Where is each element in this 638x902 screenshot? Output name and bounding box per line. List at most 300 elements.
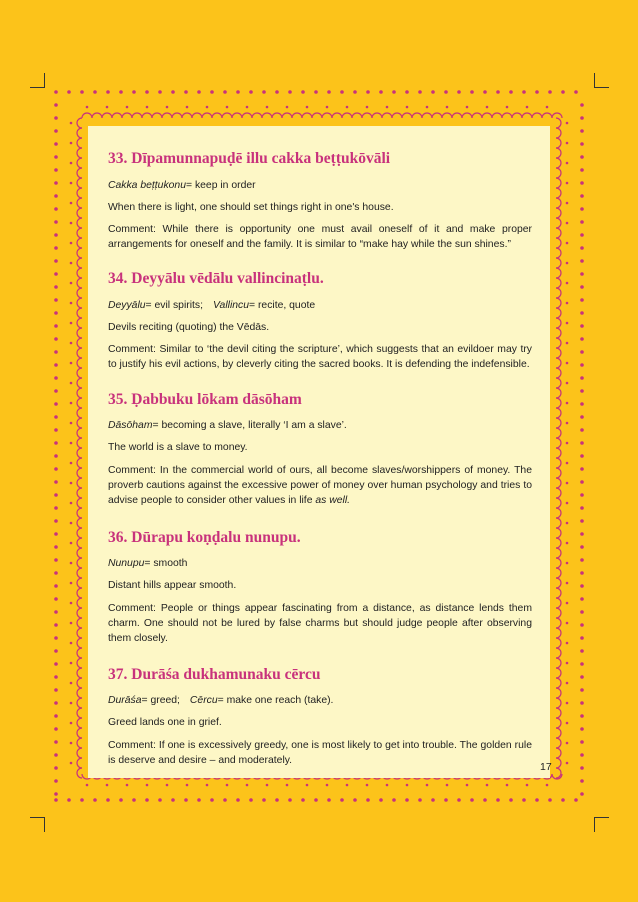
border-dot xyxy=(405,798,409,802)
border-dot xyxy=(54,454,58,458)
border-dot xyxy=(580,285,584,289)
border-dot xyxy=(70,342,73,345)
border-scallop xyxy=(92,113,102,118)
crop-mark-bottom-left xyxy=(30,817,45,832)
border-scallop xyxy=(422,113,432,118)
proverb-title: 34. Deyyālu vēdālu vallincinaṭlu. xyxy=(108,269,324,287)
proverb-gloss xyxy=(108,693,532,708)
border-scallop xyxy=(556,308,561,318)
proverb-entry-37 xyxy=(108,666,532,768)
border-dot xyxy=(236,798,240,802)
border-scallop xyxy=(102,113,112,118)
border-scallop xyxy=(556,158,561,168)
border-dot xyxy=(70,142,73,145)
border-dot xyxy=(509,90,513,94)
border-dot xyxy=(54,415,58,419)
border-scallop xyxy=(556,368,561,378)
border-scallop xyxy=(522,113,532,118)
proverb-title: 33. Dīpamunnapuḍē illu cakka beṭṭukōvāli xyxy=(108,150,391,167)
border-dot xyxy=(249,90,253,94)
border-dot xyxy=(580,701,584,705)
border-dot xyxy=(566,462,569,465)
border-dot xyxy=(470,90,474,94)
border-dot xyxy=(509,798,513,802)
border-dot xyxy=(580,753,584,757)
border-scallop xyxy=(282,113,292,118)
proverb-entry-36 xyxy=(108,529,532,646)
border-scallop xyxy=(556,438,561,448)
gloss-term: Cakka beṭṭukonu xyxy=(108,179,186,191)
border-dot xyxy=(145,798,149,802)
border-dot xyxy=(566,322,569,325)
border-dot xyxy=(566,522,569,525)
border-dot xyxy=(327,798,331,802)
border-scallop xyxy=(222,113,232,118)
proverb-comment: Comment: If one is excessively greedy, one is most likely to get into trouble. The golden rule is deserve and desire – and moderately. xyxy=(108,739,532,766)
border-dot xyxy=(496,798,500,802)
border-scallop xyxy=(77,418,82,428)
border-scallop xyxy=(556,448,561,458)
border-scallop xyxy=(556,628,561,638)
border-scallop xyxy=(292,113,302,118)
border-dot xyxy=(580,259,584,263)
border-scallop xyxy=(556,218,561,228)
border-scallop xyxy=(556,758,561,768)
gloss-term: Vallincu xyxy=(213,299,250,311)
border-scallop xyxy=(77,358,82,368)
border-scallop xyxy=(552,113,562,118)
border-dot xyxy=(580,363,584,367)
border-dot xyxy=(210,798,214,802)
border-dot xyxy=(166,106,169,109)
border-dot xyxy=(54,506,58,510)
border-dot xyxy=(566,502,569,505)
proverb-comment xyxy=(108,463,532,508)
border-dot xyxy=(574,798,578,802)
border-dot xyxy=(288,798,292,802)
border-dot xyxy=(54,272,58,276)
border-scallop xyxy=(77,128,82,138)
border-dot xyxy=(418,90,422,94)
border-dot xyxy=(132,798,136,802)
border-dot xyxy=(346,106,349,109)
border-scallop xyxy=(472,113,482,118)
border-dot xyxy=(405,90,409,94)
border-scallop xyxy=(556,408,561,418)
border-dot xyxy=(70,582,73,585)
border-scallop xyxy=(77,508,82,518)
border-scallop xyxy=(556,288,561,298)
border-scallop xyxy=(556,768,561,778)
border-scallop xyxy=(382,113,392,118)
border-scallop xyxy=(556,688,561,698)
border-scallop xyxy=(556,668,561,678)
border-dot xyxy=(406,106,409,109)
border-dot xyxy=(54,168,58,172)
border-scallop xyxy=(77,518,82,528)
border-dot xyxy=(566,222,569,225)
comment-text: Comment: In the commercial world of ours, all become slaves/worshippers of money. The proverb cautions against the excessive power of money over human psychology and tries to advise people to consider other values in life xyxy=(108,464,532,506)
border-dot xyxy=(54,766,58,770)
border-dot xyxy=(106,106,109,109)
border-dot xyxy=(580,246,584,250)
border-dot xyxy=(392,90,396,94)
border-scallop xyxy=(556,488,561,498)
border-scallop xyxy=(77,718,82,728)
border-scallop xyxy=(362,113,372,118)
border-dot xyxy=(80,798,84,802)
border-scallop xyxy=(77,488,82,498)
border-dot xyxy=(580,103,584,107)
border-dot xyxy=(566,202,569,205)
border-scallop xyxy=(122,113,132,118)
border-dot xyxy=(580,727,584,731)
border-dot xyxy=(580,766,584,770)
border-dot xyxy=(580,402,584,406)
border-dot xyxy=(236,90,240,94)
border-dot xyxy=(70,402,73,405)
border-dot xyxy=(526,106,529,109)
border-scallop xyxy=(77,248,82,258)
border-scallop xyxy=(556,338,561,348)
border-scallop xyxy=(77,178,82,188)
border-scallop xyxy=(556,128,561,138)
border-scallop xyxy=(77,328,82,338)
border-dot xyxy=(93,798,97,802)
border-scallop xyxy=(77,448,82,458)
border-scallop xyxy=(412,113,422,118)
border-dot xyxy=(262,798,266,802)
border-scallop xyxy=(556,598,561,608)
border-dot xyxy=(70,602,73,605)
border-scallop xyxy=(556,738,561,748)
border-dot xyxy=(54,363,58,367)
border-dot xyxy=(70,642,73,645)
border-scallop xyxy=(77,438,82,448)
border-scallop xyxy=(556,418,561,428)
border-dot xyxy=(286,106,289,109)
border-dot xyxy=(566,542,569,545)
border-dot xyxy=(54,142,58,146)
border-dot xyxy=(70,482,73,485)
border-scallop xyxy=(152,113,162,118)
border-scallop xyxy=(512,113,522,118)
border-dot xyxy=(580,376,584,380)
border-dot xyxy=(446,106,449,109)
gloss-meaning: = keep in order xyxy=(185,179,256,191)
border-dot xyxy=(566,122,569,125)
border-dot xyxy=(580,493,584,497)
border-dot xyxy=(306,106,309,109)
border-dot xyxy=(566,482,569,485)
border-scallop xyxy=(252,113,262,118)
border-scallop xyxy=(77,598,82,608)
border-scallop xyxy=(77,118,82,128)
border-dot xyxy=(379,90,383,94)
border-scallop xyxy=(77,528,82,538)
border-scallop xyxy=(242,113,252,118)
proverb-meaning: Greed lands one in grief. xyxy=(108,717,222,729)
border-dot xyxy=(444,90,448,94)
border-scallop xyxy=(556,498,561,508)
border-dot xyxy=(226,106,229,109)
border-scallop xyxy=(302,113,312,118)
gloss-term: Nunupu xyxy=(108,558,145,570)
border-dot xyxy=(54,675,58,679)
border-dot xyxy=(54,532,58,536)
border-dot xyxy=(54,103,58,107)
border-dot xyxy=(54,740,58,744)
border-dot xyxy=(366,798,370,802)
border-dot xyxy=(580,662,584,666)
border-dot xyxy=(522,90,526,94)
border-scallop xyxy=(82,113,92,118)
border-scallop xyxy=(556,278,561,288)
proverb-gloss xyxy=(108,418,532,433)
border-dot xyxy=(106,798,110,802)
border-scallop xyxy=(556,238,561,248)
border-dot xyxy=(580,155,584,159)
border-dot xyxy=(444,798,448,802)
border-dot xyxy=(54,545,58,549)
border-dot xyxy=(70,222,73,225)
gloss-term: Durāśa xyxy=(108,695,142,707)
border-dot xyxy=(580,688,584,692)
border-dot xyxy=(186,106,189,109)
border-scallop xyxy=(77,478,82,488)
border-scallop xyxy=(77,338,82,348)
border-dot xyxy=(54,792,58,796)
border-scallop xyxy=(372,113,382,118)
border-dot xyxy=(145,90,149,94)
border-scallop xyxy=(77,618,82,628)
border-dot xyxy=(70,562,73,565)
border-scallop xyxy=(77,388,82,398)
border-dot xyxy=(548,90,552,94)
border-dot xyxy=(54,662,58,666)
border-dot xyxy=(70,622,73,625)
border-dot xyxy=(70,282,73,285)
border-dot xyxy=(580,545,584,549)
border-dot xyxy=(580,792,584,796)
border-dot xyxy=(54,714,58,718)
border-dot xyxy=(506,106,509,109)
border-scallop xyxy=(77,558,82,568)
border-scallop xyxy=(162,113,172,118)
border-dot xyxy=(197,90,201,94)
border-dot xyxy=(54,779,58,783)
border-dot xyxy=(580,740,584,744)
border-scallop xyxy=(112,113,122,118)
border-dot xyxy=(366,106,369,109)
border-scallop xyxy=(77,708,82,718)
border-scallop xyxy=(556,378,561,388)
border-dot xyxy=(70,262,73,265)
border-dot xyxy=(54,428,58,432)
border-scallop xyxy=(77,198,82,208)
border-scallop xyxy=(77,568,82,578)
border-dot xyxy=(54,207,58,211)
border-dot xyxy=(54,129,58,133)
proverb-gloss xyxy=(108,178,532,193)
border-dot xyxy=(54,480,58,484)
border-scallop xyxy=(77,698,82,708)
border-scallop xyxy=(77,648,82,658)
border-scallop xyxy=(556,558,561,568)
border-dot xyxy=(54,376,58,380)
border-dot xyxy=(580,779,584,783)
border-dot xyxy=(301,798,305,802)
border-dot xyxy=(93,90,97,94)
border-scallop xyxy=(77,228,82,238)
border-dot xyxy=(574,90,578,94)
border-scallop xyxy=(402,113,412,118)
border-dot xyxy=(106,90,110,94)
border-dot xyxy=(70,202,73,205)
proverb-title: 35. Ḍabbuku lōkam dāsōham xyxy=(108,390,302,408)
border-dot xyxy=(566,382,569,385)
border-scallop xyxy=(77,628,82,638)
border-scallop xyxy=(77,268,82,278)
border-scallop xyxy=(556,718,561,728)
border-scallop xyxy=(77,218,82,228)
border-dot xyxy=(184,798,188,802)
border-dot xyxy=(580,142,584,146)
border-scallop xyxy=(77,288,82,298)
border-dot xyxy=(288,90,292,94)
proverb-meaning: Distant hills appear smooth. xyxy=(108,580,237,592)
crop-mark-bottom-right xyxy=(594,817,609,832)
border-scallop xyxy=(77,538,82,548)
border-scallop xyxy=(532,113,542,118)
border-dot xyxy=(70,682,73,685)
border-scallop xyxy=(556,478,561,488)
border-dot xyxy=(171,90,175,94)
proverb-meaning: When there is light, one should set things right in one's house. xyxy=(108,201,394,213)
border-dot xyxy=(275,90,279,94)
border-dot xyxy=(580,116,584,120)
border-dot xyxy=(132,90,136,94)
border-dot xyxy=(566,442,569,445)
border-dot xyxy=(566,582,569,585)
border-dot xyxy=(580,207,584,211)
border-dot xyxy=(580,428,584,432)
border-dot xyxy=(580,194,584,198)
border-dot xyxy=(158,798,162,802)
border-dot xyxy=(119,798,123,802)
border-scallop xyxy=(502,113,512,118)
border-dot xyxy=(70,702,73,705)
border-dot xyxy=(466,106,469,109)
border-scallop xyxy=(77,678,82,688)
page-number: 17 xyxy=(540,761,552,773)
border-scallop xyxy=(556,208,561,218)
border-scallop xyxy=(556,518,561,528)
proverb-comment: Comment: People or things appear fascinating from a distance, as distance lends them charm. One should not be lured by false charms but should judge people after observing them closely. xyxy=(108,602,532,644)
border-dot xyxy=(353,798,357,802)
border-dot xyxy=(119,90,123,94)
border-dot xyxy=(54,90,58,94)
border-dot xyxy=(340,798,344,802)
border-dot xyxy=(210,90,214,94)
border-scallop xyxy=(77,158,82,168)
border-dot xyxy=(54,798,58,802)
border-scallop xyxy=(556,708,561,718)
border-dot xyxy=(535,798,539,802)
border-scallop xyxy=(77,168,82,178)
border-scallop xyxy=(77,578,82,588)
border-scallop xyxy=(556,348,561,358)
border-dot xyxy=(457,90,461,94)
border-scallop xyxy=(556,148,561,158)
border-dot xyxy=(249,798,253,802)
proverb-comment: Comment: While there is opportunity one must avail oneself of it and make proper arrangements for oneself and the family. It is similar to “make hay while the sun shines.” xyxy=(108,223,532,250)
proverb-gloss xyxy=(108,298,532,313)
border-dot xyxy=(580,467,584,471)
border-dot xyxy=(146,106,149,109)
border-scallop xyxy=(77,348,82,358)
border-dot xyxy=(314,798,318,802)
border-dot xyxy=(566,762,569,765)
gloss-meaning: = recite, quote xyxy=(249,299,316,311)
proverb-meaning: Devils reciting (quoting) the Vēdās. xyxy=(108,321,270,333)
border-dot xyxy=(566,682,569,685)
border-scallop xyxy=(556,248,561,258)
border-dot xyxy=(392,798,396,802)
border-scallop xyxy=(392,113,402,118)
border-dot xyxy=(366,90,370,94)
border-dot xyxy=(580,597,584,601)
border-dot xyxy=(70,542,73,545)
border-scallop xyxy=(556,188,561,198)
border-dot xyxy=(580,415,584,419)
border-scallop xyxy=(77,688,82,698)
border-dot xyxy=(566,402,569,405)
border-scallop xyxy=(232,113,242,118)
border-dot xyxy=(184,90,188,94)
border-dot xyxy=(54,753,58,757)
border-scallop xyxy=(77,768,82,778)
border-dot xyxy=(54,519,58,523)
gloss-term: Deyyālu xyxy=(108,299,146,311)
border-scallop xyxy=(262,113,272,118)
border-dot xyxy=(54,116,58,120)
border-scallop xyxy=(556,648,561,658)
border-dot xyxy=(70,302,73,305)
border-dot xyxy=(566,182,569,185)
border-scallop xyxy=(442,113,452,118)
border-dot xyxy=(126,106,129,109)
border-dot xyxy=(431,90,435,94)
border-scallop xyxy=(342,113,352,118)
border-scallop xyxy=(556,618,561,628)
gloss-meaning: = evil spirits; xyxy=(145,299,203,311)
border-scallop xyxy=(77,468,82,478)
border-scallop xyxy=(432,113,442,118)
border-dot xyxy=(566,422,569,425)
border-dot xyxy=(470,798,474,802)
border-dot xyxy=(54,701,58,705)
border-scallop xyxy=(556,548,561,558)
gloss-meaning: = make one reach (take). xyxy=(217,695,334,707)
border-dot xyxy=(580,480,584,484)
border-scallop xyxy=(77,318,82,328)
border-scallop xyxy=(77,548,82,558)
border-scallop xyxy=(272,113,282,118)
border-dot xyxy=(54,311,58,315)
border-scallop xyxy=(556,538,561,548)
border-dot xyxy=(54,623,58,627)
